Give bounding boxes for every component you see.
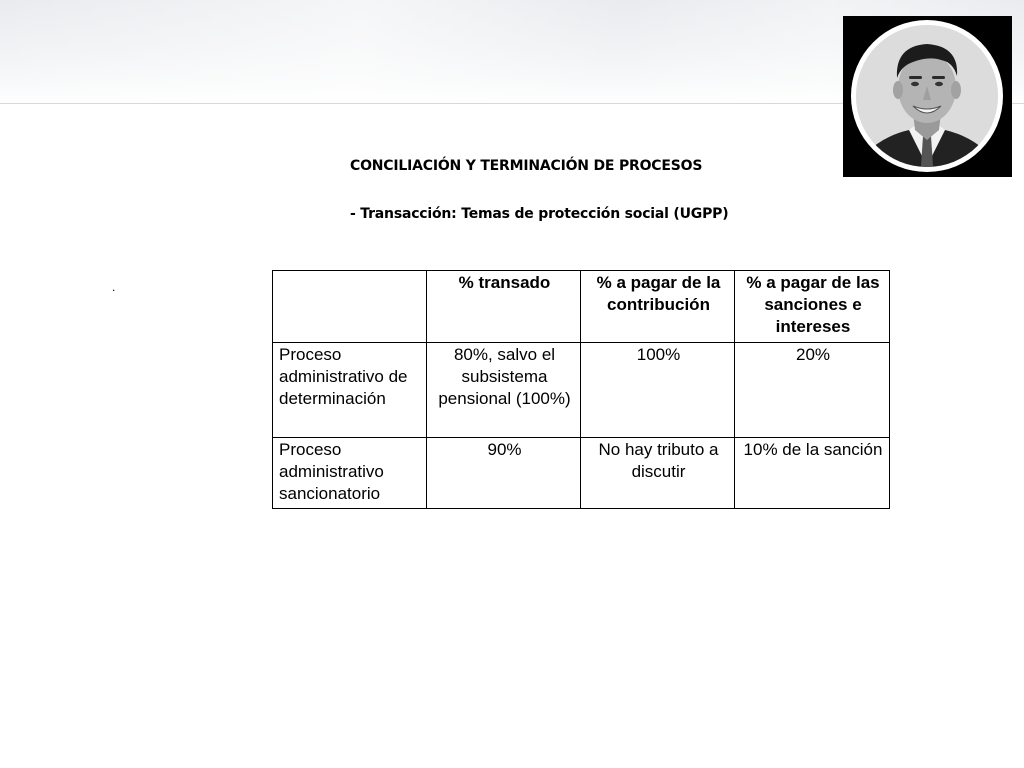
- bullet-mark: .: [112, 280, 116, 294]
- slide-title: CONCILIACIÓN Y TERMINACIÓN DE PROCESOS: [350, 158, 703, 174]
- slide-subtitle: - Transacción: Temas de protección social (UGPP): [350, 206, 729, 222]
- presenter-portrait-photo-icon: [843, 16, 1012, 177]
- table-cell: No hay tributo a discutir: [581, 438, 735, 509]
- table-header-cell: [273, 271, 427, 343]
- table-cell: 10% de la sanción: [735, 438, 890, 509]
- table-cell: 90%: [427, 438, 581, 509]
- table-row: [273, 438, 890, 509]
- table-header-row: [273, 271, 890, 343]
- table-header-cell: % a pagar de la contribución: [581, 271, 735, 343]
- table-header-cell: % a pagar de las sanciones e intereses: [735, 271, 890, 343]
- table-row-header: Proceso administrativo sancionatorio: [273, 438, 427, 509]
- table-row: [273, 343, 890, 438]
- table-cell: 80%, salvo el subsistema pensional (100%): [427, 343, 581, 438]
- transaction-table: [272, 270, 890, 509]
- table-cell: 20%: [735, 343, 890, 438]
- table-cell: 100%: [581, 343, 735, 438]
- table-row-header: Proceso administrativo de determinación: [273, 343, 427, 438]
- presenter-portrait: [843, 16, 1012, 177]
- table-header-cell: % transado: [427, 271, 581, 343]
